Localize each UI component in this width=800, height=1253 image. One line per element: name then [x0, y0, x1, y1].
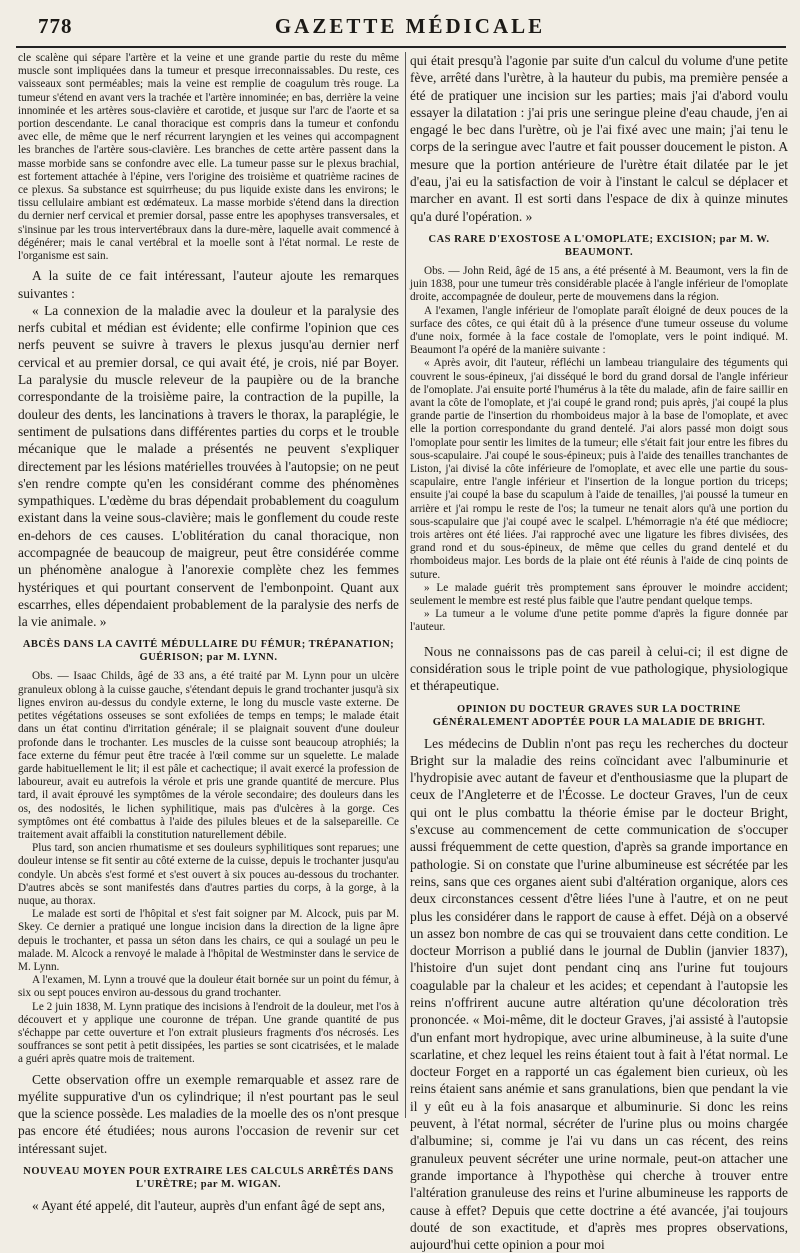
article-title: ABCÈS DANS LA CAVITÉ MÉDULLAIRE DU FÉMUR; TRÉPANATION; GUÉRISON; par M. LYNN. [22, 639, 395, 664]
article-title: CAS RARE D'EXOSTOSE A L'OMOPLATE; EXCISION; par M. W. BEAUMONT. [428, 233, 770, 258]
article-paragraph: qui était presqu'à l'agonie par suite d'un calcul du volume d'une petite fève, arrêté dans l'urètre, à la hauteur du pubis, ma première pensée a été de pratiquer une incision sur les parties; mais j'ai d'abord voulu essayer la dilatation : j'ai pris une seringue pleine d'eau chaude, j'en ai engagé le bec dans l'urètre, où je l'ai fixé avec une main; j'ai tenu le corps de la seringue avec l'autre et fait pousser doucement le piston. A mesure que la portion antérieure de l'urètre était dilatée par le jet d'eau, j'ai eu la satisfaction de voir à l'instant le calcul se déplacer et marcher en avant. Il est sorti dans l'espace de dix à quinze minutes qu'a duré l'opération. » [410, 53, 788, 224]
article-title: NOUVEAU MOYEN POUR EXTRAIRE LES CALCULS ARRÊTÉS DANS L'URÈTRE; par M. WIGAN. [23, 1166, 394, 1191]
article-paragraph: Cette observation offre un exemple remarquable et assez rare de myélite suppurative d'un os cylindrique; il n'est pourtant pas le seul que la science possède. Les maladies de la moelle des os n'ont presque pas encore été étudiées; nous aurons l'occasion de revenir sur cet intéressant sujet. [18, 1071, 399, 1156]
article-paragraph: » La tumeur a le volume d'une petite pomme d'après la figure donnée par l'auteur. [410, 608, 788, 634]
article-paragraph: A la suite de ce fait intéressant, l'auteur ajoute les remarques suivantes : [18, 268, 399, 301]
article-paragraph: « La connexion de la maladie avec la douleur et la paralysie des nerfs cubital et médian est évidente; elle confirme l'opinion que ces nerfs peuvent se suivre à travers le plexus jusqu'au dernier nerf cervical et au premier dorsal, ce qui avait été, je crois, nié par Boyer. La paralysie du muscle releveur de la paupière ou de la branche correspondante de la troisième paire, la contraction de la pupille, la douleur des dents, les lancinations à travers le thorax, la paraplégie, le sentiment de pulsations dans différentes parties du corps et le trouble mécanique que le malade a présentés ne peuvent s'expliquer directement par les lésions matérielles trouvées à l'autopsie; on ne peut s'en rendre compte qu'en les considérant comme des phénomènes sympathiques. L'œdème du bras dépendait probablement du coagulum existant dans la veine sous-clavière; mais le gonflement du coude reste en-dehors de ces causes. L'oblitération du canal thoracique, non accompagnée de beaucoup de maigreur, peut être considérée comme un phénomène analogue à l'anorexie complète chez les femmes hystériques et qui pourtant conservent de l'embonpoint. Quant aux escarrhes, elles dépendaient probablement de la paralysie des nerfs de la vie animale. » [18, 302, 399, 630]
article-paragraph: cle scalène qui sépare l'artère et la veine et une grande partie du reste du même muscle sont impliquées dans la tumeur et presque irreconnaissables. Du reste, ces vaisseaux sont perméables; mais la veine est remplie de coagulum très rouge. La tumeur s'étend en avant vers la trachée et l'artère innominée; en bas, derrière la veine innominée et les artères sous-clavière et carotide, et jusque sur l'arc de l'aorte et sa portion descendante. Le canal thoracique est compris dans la tumeur et confondu avec elle, de même que le nerf récurrent laryngien et les veines qui accompagnent les branches de l'artère sous-clavière. Les branches de cette artère passent dans la masse morbide sans se confondre avec elle. La tumeur passe sur le plexus brachial, est fortement attachée à l'épine, vers l'origine des troisième et quatrième racines de ce plexus. Sa substance est squirrheuse; du pus liquide existe dans les environs; le tissu cellulaire ambiant est œdémateux. La masse morbide s'étend dans la direction du dernier nerf cervical et premier dorsal, passe entre les apophyses transversales, et s'insinue par les trous intervertébraux dans la dure-mère, laquelle avait commencé à dégénérer; mais le canal vertébral et la moelle sont à l'état normal. Le reste de l'organisme est sain. [18, 52, 399, 263]
article-paragraph: « Après avoir, dit l'auteur, réfléchi un lambeau triangulaire des téguments qui couvrent le sous-épineux, j'ai disséqué le bord du grand dorsal de l'angle inférieur de l'omoplate. J'ai ensuite porté l'humérus à la tête du malade, afin de faire saillir en avant la côte de l'omoplate, et j'ai coupé le grand rond; puis après, j'ai coupé la plus grande partie de l'insertion du rhomboideus major à la base de l'omoplate, et avec elle la portion correspondante du grand dentelé. J'ai alors passé mon doigt sous l'omoplate pour sentir les limites de la tumeur; elle s'était fait jour entre les fibres du sous-scapulaire. J'ai coupé le sous-épineux; puis à l'aide des tenailles tranchantes de Liston, j'ai divisé la côte inférieure de l'omoplate, et avec elle une partie du sous-scapulaire, entre l'angle inférieur et l'insertion de la longue portion du triceps; ensuite j'ai coupé la base du scapulum à l'aide de tenailles, j'ai poussé la tumeur en arrière et j'ai rompu le reste de l'os; la tumeur ne tenait alors qu'à une portion du sous-scapulaire que j'ai coupé avec le scalpel. L'hémorragie n'a été que médiocre; trois artères ont été liées. J'ai rapproché avec une ligature les fibres divisées, des grand rond et du sous-épineux, de même que celles du grand dentelé et du rhomboideus major. Les bords de la plaie ont été réunis à l'aide de cinq points de suture. [410, 357, 788, 581]
column-divider [405, 52, 406, 1118]
article-paragraph: A l'examen, l'angle inférieur de l'omoplate paraît éloigné de deux pouces de la surface des côtes, ce qui était dû à la présence d'une tumeur osseuse du volume d'une noix, formée à la face costale de l'omoplate, vers le point indiqué. M. Beaumont l'a opéré de la manière suivante : [410, 304, 788, 357]
article-paragraph: Les médecins de Dublin n'ont pas reçu les recherches du docteur Bright sur la maladie des reins coïncidant avec l'albuminurie et l'hydropisie avec autant de faveur et d'enthousiasme que la plupart de ceux de l'Angleterre et de l'Écosse. Le docteur Graves, l'un de ceux qui ont le plus combattu la théorie émise par le docteur Bright, s'excuse au commencement de cette communication de s'occuper aussi fréquemment de cette question, d'après sa grande importance en pathologie. Si on constate que l'urine albumineuse est sécrétée par les reins, sans que ces organes aient subi d'altération organique, alors ces deux circonstances cessent d'être liées l'une à l'autre, et on ne peut plus les considérer dans le rapport de cause à effet. Déjà on a observé un assez bon nombre de cas qui se trouvaient dans cette condition. Le docteur Morrison a publié dans le journal de Dublin (janvier 1837), l'histoire d'un sujet dont pendant cinq ans l'urine fut toujours coagulable par la chaleur et les acides; et cependant à l'autopsie les reins n'offrirent aucune autre altération qu'une décoloration très prononcée. « Moi-même, dit le docteur Graves, j'ai assisté à l'autopsie d'un enfant mort hydropique, avec urine albumineuse, à la suite d'une scarlatine, et chez lequel les reins étaient tout à fait à l'état normal. Le docteur Forget en a rapporté un cas également bien curieux, où les reins étaient sans anémie et sans granulations, bien que pendant la vie il y eût eu à la fois anasarque et albuminurie. Si donc les reins peuvent, à l'état normal, sécréter de l'urine plus ou moins chargée d'albumine; si, comme je l'ai vu dans un cas récent, des reins granuleux peuvent sécréter une urine normale, peut-on attacher une grande importance à l'hypothèse qui cherche à trouver entre l'altération granuleuse des reins et l'urine albumineuse les rapports de cause à effet? Depuis que cette doctrine a été avancée, j'ai toujours douté de son exactitude, et d'après mes propres observations, aujourd'hui cette opinion a pour moi [410, 735, 788, 1253]
article-title: OPINION DU DOCTEUR GRAVES SUR LA DOCTRINE GÉNÉRALEMENT ADOPTÉE POUR LA MALADIE DE BRIGHT. [432, 703, 766, 728]
article-paragraph: Nous ne connaissons pas de cas pareil à celui-ci; il est digne de considération sous le triple point de vue pathologique, physiologique et thérapeutique. [410, 643, 788, 694]
header-rule [16, 46, 786, 48]
page-header [38, 14, 782, 44]
article-paragraph: Obs. — Isaac Childs, âgé de 33 ans, a été traité par M. Lynn pour un ulcère granuleux oblong à la cuisse gauche, s'étendant depuis le grand trochanter jusqu'à six lignes environ au-dessus du condyle externe, le long du muscle vaste externe. De petites végétations osseuses se sont exfoliées de temps en temps; le malade était dans un état continu d'irritation générale; il se plaignait souvent d'une douleur profonde dans le trochanter. Les muscles de la cuisse sont beaucoup atrophiés; la face externe du fémur peut être tracée à l'œil comme sur un squelette. Le malade garde habituellement le lit; il est pâle et cachectique; il avait exercé la profession de laboureur, avait eu autrefois la vérole et pris une grande quantité de mercure. Plus tard, il avait éprouvé les symptômes de la vérole secondaire; des douleurs dans les os, des nodosités, le lichen syphilitique, mais pas d'ulcères à la gorge. Ces symptômes ont été combattus à l'aide des pilules bleues et de la salsepareille. Ce traitement avait affaibli la constitution naturellement débile. [18, 670, 399, 841]
article-paragraph: » Le malade guérit très promptement sans éprouver le moindre accident; seulement le membre est resté plus faible que l'autre pendant quelque temps. [410, 581, 788, 608]
article-paragraph: Le malade est sorti de l'hôpital et s'est fait soigner par M. Alcock, puis par M. Skey. Ce dernier a pratiqué une longue incision dans la direction de la ligne âpre depuis le trochanter, et passa un séton dans les chairs, ce qui a soulagé un peu le malade. M. Alcock a renvoyé le malade à l'hôpital de Westminster dans le service de M. Lynn. [18, 908, 399, 973]
right-column [410, 52, 788, 1253]
left-column [18, 52, 403, 1214]
article-paragraph: Plus tard, son ancien rhumatisme et ses douleurs syphilitiques sont reparues; une douleur intense se fit sentir au côté externe de la cuisse, depuis le trochanter jusqu'au condyle. Un abcès s'est formé et s'est ouvert à six pouces au-dessous du trochanter. D'autres abcès se sont manifestés dans d'autres parties du corps, à la gorge, à la nuque, au thorax. [18, 842, 399, 907]
journal-title: GAZETTE MÉDICALE [274, 14, 546, 38]
article-paragraph: Le 2 juin 1838, M. Lynn pratique des incisions à l'endroit de la douleur, met l'os à découvert et y applique une couronne de trépan. Une grande quantité de pus s'échappe par cette ouverture et l'on extrait plusieurs fragments d'os nécrosés. Les souffrances se sont petit à petit dissipées, les parties se sont cicatrisées, et le malade a guéri après quatre mois de traitement. [18, 1000, 399, 1066]
page-number: 778 [38, 14, 73, 38]
article-paragraph: Obs. — John Reid, âgé de 15 ans, a été présenté à M. Beaumont, vers la fin de juin 1838, pour une tumeur très considérable placée à l'angle inférieur de l'omoplate droite, accompagnée de douleur, perte de mouvemens dans la région. [410, 264, 788, 304]
article-paragraph: A l'examen, M. Lynn a trouvé que la douleur était bornée sur un point du fémur, à six ou sept pouces environ au-dessous du grand trochanter. [18, 974, 399, 1000]
article-paragraph: « Ayant été appelé, dit l'auteur, auprès d'un enfant âgé de sept ans, [32, 1198, 385, 1214]
